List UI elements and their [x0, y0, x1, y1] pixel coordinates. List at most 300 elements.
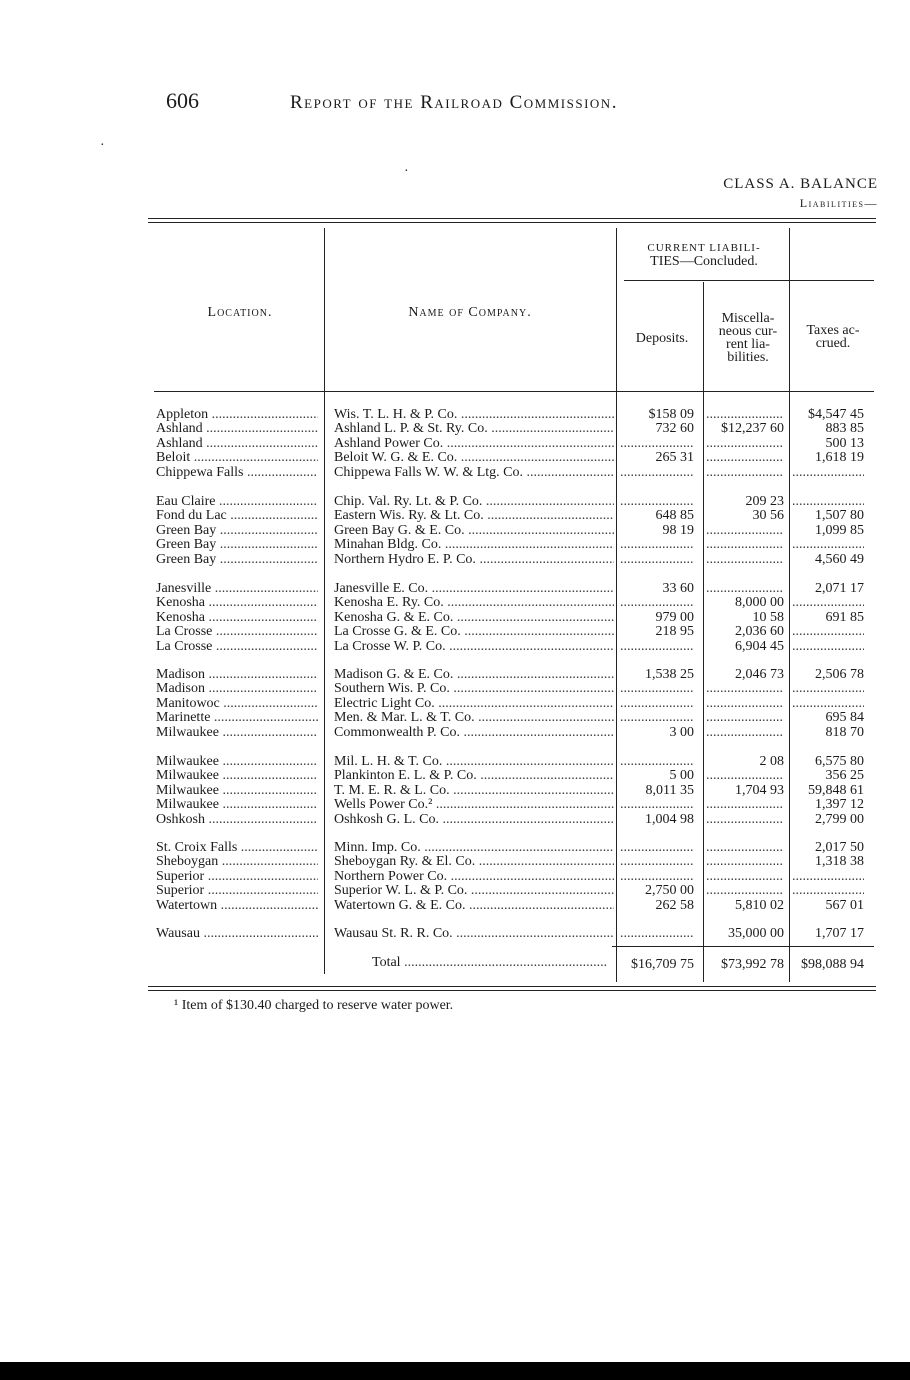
company-cell-text: Ashland Power Co.	[334, 437, 444, 451]
leader-dots	[706, 726, 784, 740]
misc-cell	[706, 769, 784, 783]
company-cell-text: Minn. Imp. Co.	[334, 841, 421, 855]
taxes-cell-text: 691 85	[825, 611, 864, 625]
deposits-cell	[620, 726, 694, 740]
leader-dots	[203, 437, 318, 451]
company-cell-text: Southern Wis. P. Co.	[334, 682, 450, 696]
taxes-cell-text: 2,799 00	[815, 813, 864, 827]
deposits-cell	[620, 509, 694, 523]
leader-dots	[620, 640, 694, 654]
taxes-cell-text: 1,397 12	[815, 798, 864, 812]
location-cell	[156, 509, 318, 523]
location-cell	[156, 769, 318, 783]
misc-cell	[706, 697, 784, 711]
company-cell-text: Wausau St. R. R. Co.	[334, 927, 453, 941]
leader-dots	[457, 451, 614, 465]
leader-dots	[706, 769, 784, 783]
location-cell	[156, 870, 318, 884]
location-header: Location.	[207, 305, 273, 320]
taxes-cell-text: 2,506 78	[815, 668, 864, 682]
taxes-cell	[792, 884, 864, 898]
leader-dots	[401, 956, 608, 970]
misc-cell	[706, 726, 784, 740]
total-label-text: Total	[372, 956, 401, 970]
taxes-cell	[792, 668, 864, 682]
location-cell	[156, 798, 318, 812]
taxes-cell-text: 1,618 19	[815, 451, 864, 465]
leader-dots	[706, 524, 784, 538]
taxes-cell-text: 2,071 17	[815, 582, 864, 596]
company-cell	[334, 884, 614, 898]
deposits-cell	[620, 451, 694, 465]
taxes-cell	[792, 408, 864, 422]
deposits-cell-text: 8,011 35	[645, 784, 694, 798]
taxes-cell	[792, 553, 864, 567]
leader-dots	[439, 813, 614, 827]
company-cell-text: T. M. E. R. & L. Co.	[334, 784, 450, 798]
leader-dots	[212, 640, 318, 654]
leader-dots	[205, 611, 318, 625]
misc-cell	[706, 466, 784, 480]
company-cell-text: Wells Power Co.²	[334, 798, 433, 812]
taxes-cell	[792, 582, 864, 596]
taxes-cell-text: 4,560 49	[815, 553, 864, 567]
header-bottom-rule	[154, 391, 874, 392]
misc-cell	[706, 611, 784, 625]
page-number: 606	[166, 88, 199, 113]
company-cell	[334, 625, 614, 639]
deposits-cell	[620, 884, 694, 898]
leader-dots	[706, 711, 784, 725]
leader-dots	[210, 711, 318, 725]
deposits-cell-text: 98 19	[662, 524, 694, 538]
deposits-cell	[620, 784, 694, 798]
leader-dots	[792, 697, 864, 711]
leader-dots	[792, 538, 864, 552]
deposits-cell-text: 218 95	[655, 625, 694, 639]
scan-border	[0, 1362, 910, 1380]
location-cell	[156, 784, 318, 798]
deposits-cell-text: 979 00	[655, 611, 694, 625]
deposits-cell	[620, 611, 694, 625]
misc-cell	[706, 582, 784, 596]
company-cell-text: Ashland L. P. & St. Ry. Co.	[334, 422, 488, 436]
leader-dots	[237, 841, 318, 855]
leader-dots	[204, 884, 318, 898]
header-line: Miscella-	[721, 311, 775, 326]
misc-cell	[706, 813, 784, 827]
location-cell	[156, 451, 318, 465]
misc-cell	[706, 596, 784, 610]
leader-dots	[706, 870, 784, 884]
company-cell	[334, 437, 614, 451]
leader-dots	[620, 927, 694, 941]
location-cell	[156, 538, 318, 552]
taxes-cell-text: 818 70	[825, 726, 864, 740]
company-cell	[334, 582, 614, 596]
location-cell-text: Manitowoc	[156, 697, 220, 711]
table-top-rule	[148, 222, 876, 223]
misc-cell-text: 10 58	[752, 611, 784, 625]
leader-dots	[620, 697, 694, 711]
location-cell	[156, 582, 318, 596]
company-cell	[334, 798, 614, 812]
company-cell	[334, 813, 614, 827]
leader-dots	[620, 682, 694, 696]
leader-dots	[706, 855, 784, 869]
leader-dots	[706, 884, 784, 898]
leader-dots	[447, 870, 614, 884]
deposits-cell	[620, 538, 694, 552]
leader-dots	[450, 682, 614, 696]
location-cell	[156, 841, 318, 855]
taxes-cell-text: 695 84	[825, 711, 864, 725]
leader-dots	[205, 596, 318, 610]
misc-cell	[706, 495, 784, 509]
company-cell-text: Kenosha E. Ry. Co.	[334, 596, 444, 610]
deposits-header: Deposits.	[635, 331, 689, 346]
taxes-cell	[792, 769, 864, 783]
leader-dots	[792, 495, 864, 509]
company-cell-text: La Crosse G. & E. Co.	[334, 625, 461, 639]
leader-dots	[244, 466, 319, 480]
leader-dots	[218, 855, 318, 869]
company-cell-text: Electric Light Co.	[334, 697, 435, 711]
leader-dots	[620, 553, 694, 567]
deposits-cell	[620, 697, 694, 711]
company-cell-text: Superior W. L. & P. Co.	[334, 884, 468, 898]
taxes-cell	[792, 899, 864, 913]
company-cell	[334, 596, 614, 610]
leader-dots	[219, 798, 318, 812]
taxes-cell	[792, 841, 864, 855]
misc-cell-text: $12,237 60	[721, 422, 784, 436]
location-cell-text: Eau Claire	[156, 495, 216, 509]
leader-dots	[792, 870, 864, 884]
location-cell	[156, 755, 318, 769]
leader-dots	[706, 798, 784, 812]
leader-dots	[620, 798, 694, 812]
company-cell	[334, 870, 614, 884]
sub-heading: Liabilities—	[799, 196, 878, 210]
location-cell-text: Milwaukee	[156, 769, 219, 783]
leader-dots	[215, 495, 318, 509]
taxes-cell	[792, 466, 864, 480]
location-cell	[156, 899, 318, 913]
company-cell	[334, 538, 614, 552]
location-cell-text: Appleton	[156, 408, 209, 422]
misc-cell-text: 35,000 00	[728, 927, 784, 941]
location-cell-text: Milwaukee	[156, 784, 219, 798]
leader-dots	[620, 538, 694, 552]
leader-dots	[450, 784, 614, 798]
table-top-rule	[148, 218, 876, 219]
misc-cell	[706, 524, 784, 538]
leader-dots	[465, 899, 614, 913]
company-cell-text: Green Bay G. & E. Co.	[334, 524, 465, 538]
leader-dots	[706, 582, 784, 596]
taxes-cell	[792, 755, 864, 769]
location-cell-text: Kenosha	[156, 596, 205, 610]
misc-cell-text: 2,046 73	[735, 668, 784, 682]
company-cell-text: Janesville E. Co.	[334, 582, 429, 596]
company-cell	[334, 524, 614, 538]
leader-dots	[216, 553, 318, 567]
location-cell-text: Kenosha	[156, 611, 205, 625]
leader-dots	[453, 927, 614, 941]
company-cell-text: Eastern Wis. Ry. & Lt. Co.	[334, 509, 484, 523]
deposits-cell	[620, 769, 694, 783]
location-cell	[156, 466, 318, 480]
company-cell-text: Chippewa Falls W. W. & Ltg. Co.	[334, 466, 524, 480]
deposits-cell-text: 648 85	[655, 509, 694, 523]
misc-cell-text: 2,036 60	[735, 625, 784, 639]
company-cell	[334, 611, 614, 625]
misc-cell	[706, 625, 784, 639]
company-cell	[334, 726, 614, 740]
scan-mark: ·	[100, 138, 105, 153]
location-cell	[156, 611, 318, 625]
header-line: bilities.	[727, 350, 769, 365]
taxes-cell	[792, 726, 864, 740]
misc-cell-text: 5,810 02	[735, 899, 784, 913]
company-cell	[334, 784, 614, 798]
taxes-cell	[792, 509, 864, 523]
leader-dots	[476, 553, 614, 567]
taxes-cell	[792, 711, 864, 725]
group-header-rule	[624, 280, 874, 281]
location-cell-text: Madison	[156, 682, 205, 696]
taxes-header	[792, 324, 874, 350]
company-cell	[334, 927, 614, 941]
leader-dots	[467, 884, 614, 898]
location-cell-text: La Crosse	[156, 625, 213, 639]
company-cell	[334, 697, 614, 711]
location-cell-text: Marinette	[156, 711, 211, 725]
company-cell-text: Wis. T. L. H. & P. Co.	[334, 408, 458, 422]
leader-dots	[488, 422, 614, 436]
leader-dots	[212, 625, 318, 639]
taxes-cell-text: 2,017 50	[815, 841, 864, 855]
company-cell	[334, 640, 614, 654]
leader-dots	[706, 437, 784, 451]
leader-dots	[620, 841, 694, 855]
deposits-cell	[620, 798, 694, 812]
leader-dots	[706, 451, 784, 465]
taxes-cell	[792, 697, 864, 711]
leader-dots	[460, 726, 614, 740]
leader-dots	[482, 495, 614, 509]
deposits-cell	[620, 927, 694, 941]
leader-dots	[457, 408, 614, 422]
company-cell	[334, 422, 614, 436]
leader-dots	[453, 668, 614, 682]
header-line: neous cur-	[718, 324, 778, 339]
column-divider	[324, 228, 325, 974]
misc-cell	[706, 927, 784, 941]
location-cell-text: La Crosse	[156, 640, 213, 654]
leader-dots	[219, 755, 318, 769]
header-line: rent lia-	[726, 337, 770, 352]
location-cell-text: Janesville	[156, 582, 212, 596]
leader-dots	[421, 841, 614, 855]
leader-dots	[461, 625, 614, 639]
location-cell-text: Oshkosh	[156, 813, 206, 827]
company-cell-text: Beloit W. G. & E. Co.	[334, 451, 458, 465]
taxes-cell	[792, 524, 864, 538]
company-cell-text: Oshkosh G. L. Co.	[334, 813, 440, 827]
leader-dots	[220, 697, 318, 711]
leader-dots	[792, 682, 864, 696]
company-cell-text: Men. & Mar. L. & T. Co.	[334, 711, 475, 725]
deposits-cell	[620, 841, 694, 855]
leader-dots	[706, 697, 784, 711]
leader-dots	[211, 582, 318, 596]
location-cell	[156, 813, 318, 827]
location-cell-text: Superior	[156, 870, 205, 884]
company-header: Name of Company.	[408, 305, 532, 320]
leader-dots	[217, 899, 318, 913]
deposits-cell	[620, 711, 694, 725]
column-divider	[616, 228, 617, 982]
company-cell	[334, 466, 614, 480]
taxes-cell-text: 1,318 38	[815, 855, 864, 869]
leader-dots	[792, 640, 864, 654]
company-cell	[334, 755, 614, 769]
company-cell	[334, 841, 614, 855]
leader-dots	[620, 495, 694, 509]
location-cell-text: Green Bay	[156, 538, 217, 552]
deposits-cell-text: 732 60	[655, 422, 694, 436]
taxes-cell	[792, 784, 864, 798]
location-cell-text: Chippewa Falls	[156, 466, 244, 480]
deposits-cell	[620, 682, 694, 696]
location-cell	[156, 553, 318, 567]
taxes-cell-text: $4,547 45	[808, 408, 864, 422]
location-cell-text: Milwaukee	[156, 726, 219, 740]
misc-cell	[706, 538, 784, 552]
location-cell-text: Wausau	[156, 927, 200, 941]
company-cell-text: Kenosha G. & E. Co.	[334, 611, 454, 625]
leader-dots	[444, 596, 614, 610]
location-cell-text: Ashland	[156, 422, 203, 436]
misc-cell	[706, 841, 784, 855]
header-line: crued.	[815, 336, 851, 351]
page-title: Report of the Railroad Commission.	[290, 92, 618, 113]
total-top-rule	[612, 946, 874, 947]
deposits-cell	[620, 553, 694, 567]
taxes-cell-text: 883 85	[825, 422, 864, 436]
misc-cell	[706, 899, 784, 913]
deposits-cell-text: 3 00	[669, 726, 694, 740]
taxes-cell	[792, 798, 864, 812]
misc-cell-text: 8,000 00	[735, 596, 784, 610]
misc-cell-text: 2 08	[759, 755, 784, 769]
deposits-cell-text: 1,538 25	[645, 668, 694, 682]
location-cell-text: Sheboygan	[156, 855, 219, 869]
company-cell-text: Sheboygan Ry. & El. Co.	[334, 855, 476, 869]
taxes-cell	[792, 927, 864, 941]
location-cell	[156, 927, 318, 941]
taxes-cell	[792, 495, 864, 509]
location-cell	[156, 640, 318, 654]
taxes-cell	[792, 451, 864, 465]
taxes-cell	[792, 813, 864, 827]
leader-dots	[706, 841, 784, 855]
table-bottom-rule	[148, 986, 876, 987]
deposits-cell	[620, 524, 694, 538]
leader-dots	[227, 509, 318, 523]
deposits-cell-text: $158 09	[648, 408, 694, 422]
leader-dots	[484, 509, 614, 523]
location-cell	[156, 697, 318, 711]
taxes-cell	[792, 855, 864, 869]
company-cell	[334, 711, 614, 725]
deposits-cell	[620, 437, 694, 451]
company-cell-text: Chip. Val. Ry. Lt. & P. Co.	[334, 495, 483, 509]
current-liabilities-header	[624, 242, 784, 268]
company-cell-text: Mil. L. H. & T. Co.	[334, 755, 443, 769]
misc-cell-text: 209 23	[745, 495, 784, 509]
misc-cell-text: 6,904 45	[735, 640, 784, 654]
leader-dots	[205, 682, 318, 696]
leader-dots	[620, 437, 694, 451]
misc-cell	[706, 408, 784, 422]
leader-dots	[706, 682, 784, 696]
location-cell-text: Watertown	[156, 899, 218, 913]
deposits-cell-text: 262 58	[655, 899, 694, 913]
misc-cell	[706, 855, 784, 869]
leader-dots	[205, 813, 318, 827]
leader-dots	[706, 813, 784, 827]
misc-cell	[706, 755, 784, 769]
leader-dots	[792, 466, 864, 480]
company-cell	[334, 451, 614, 465]
taxes-cell-text: 500 13	[825, 437, 864, 451]
misc-cell	[706, 451, 784, 465]
taxes-cell	[792, 538, 864, 552]
taxes-cell-text: 1,707 17	[815, 927, 864, 941]
location-cell	[156, 524, 318, 538]
leader-dots	[203, 422, 318, 436]
deposits-cell	[620, 755, 694, 769]
leader-dots	[190, 451, 318, 465]
leader-dots	[205, 668, 318, 682]
company-cell-text: Northern Power Co.	[334, 870, 448, 884]
taxes-cell-text: 356 25	[825, 769, 864, 783]
location-cell	[156, 855, 318, 869]
leader-dots	[432, 798, 614, 812]
location-cell	[156, 726, 318, 740]
company-cell	[334, 899, 614, 913]
deposits-cell-text: 1,004 98	[645, 813, 694, 827]
class-heading: CLASS A. BALANCE	[723, 176, 878, 192]
leader-dots	[216, 524, 318, 538]
company-cell-text: Plankinton E. L. & P. Co.	[334, 769, 477, 783]
location-cell	[156, 495, 318, 509]
location-cell-text: Beloit	[156, 451, 191, 465]
taxes-cell	[792, 611, 864, 625]
leader-dots	[706, 553, 784, 567]
taxes-cell	[792, 596, 864, 610]
deposits-cell	[620, 870, 694, 884]
leader-dots	[620, 855, 694, 869]
misc-cell	[706, 682, 784, 696]
taxes-cell-text: 1,507 80	[815, 509, 864, 523]
location-cell	[156, 682, 318, 696]
taxes-cell-text: 59,848 61	[808, 784, 864, 798]
leader-dots	[208, 408, 318, 422]
